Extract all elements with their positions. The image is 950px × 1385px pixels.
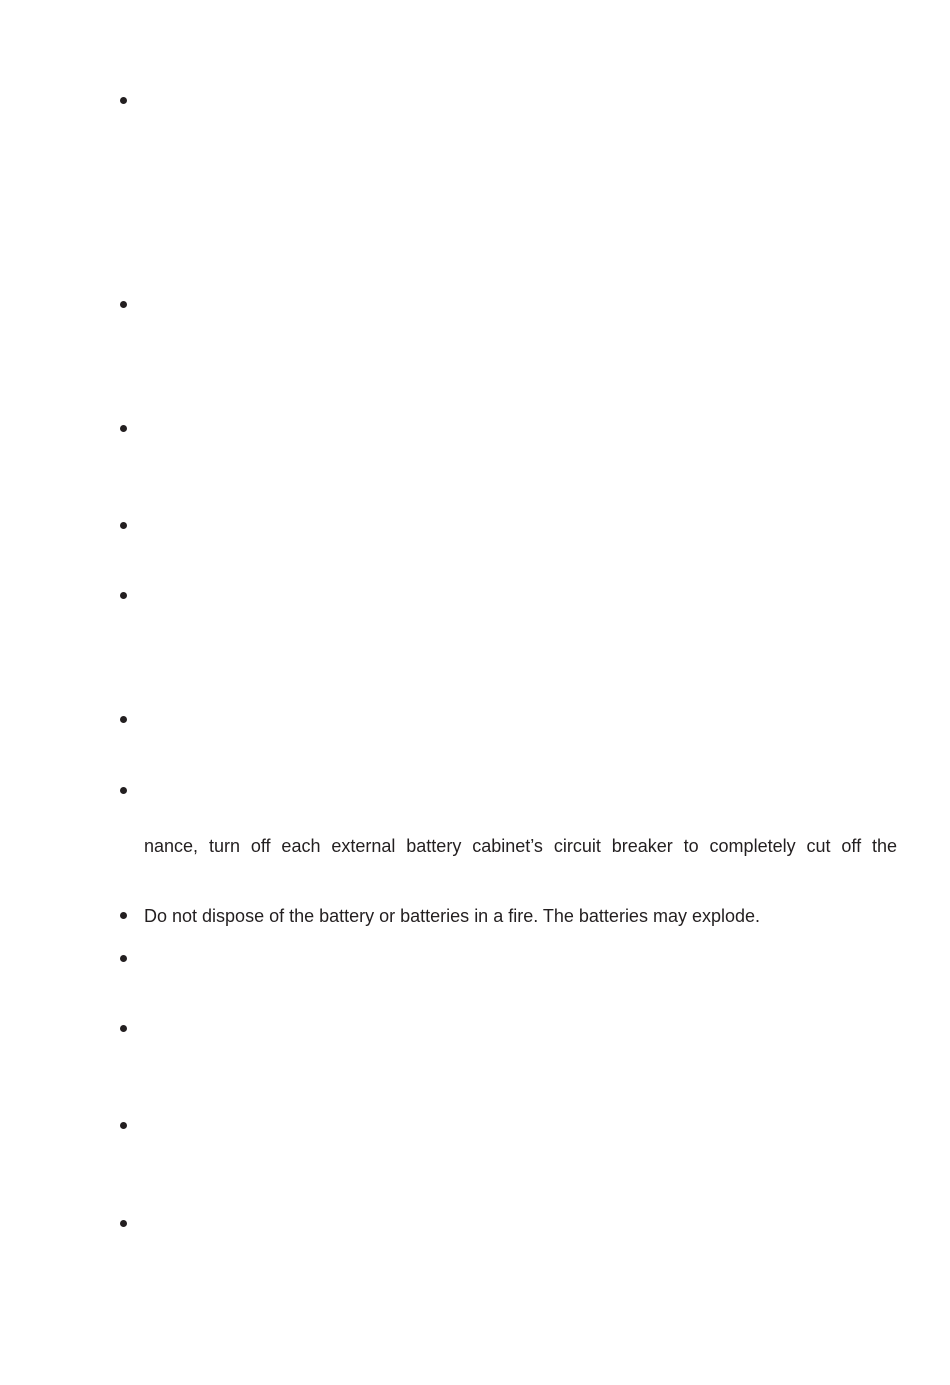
bullet-marker-12: [120, 1220, 127, 1227]
bullet-marker-10: [120, 1025, 127, 1032]
bullet-marker-11: [120, 1122, 127, 1129]
bullet-marker-7: [120, 787, 127, 794]
bullet-marker-1: [120, 97, 127, 104]
bullet-marker-6: [120, 716, 127, 723]
bullet-marker-8: [120, 912, 127, 919]
continuation-text-line: nance, turn off each external battery cabinet’s circuit breaker to completely cut off the: [144, 836, 897, 856]
bullet-marker-9: [120, 955, 127, 962]
fire-warning-text: Do not dispose of the battery or batteries in a fire. The batteries may explode.: [144, 906, 761, 926]
bullet-marker-5: [120, 592, 127, 599]
bullet-marker-4: [120, 522, 127, 529]
bullet-marker-2: [120, 301, 127, 308]
bullet-marker-3: [120, 425, 127, 432]
